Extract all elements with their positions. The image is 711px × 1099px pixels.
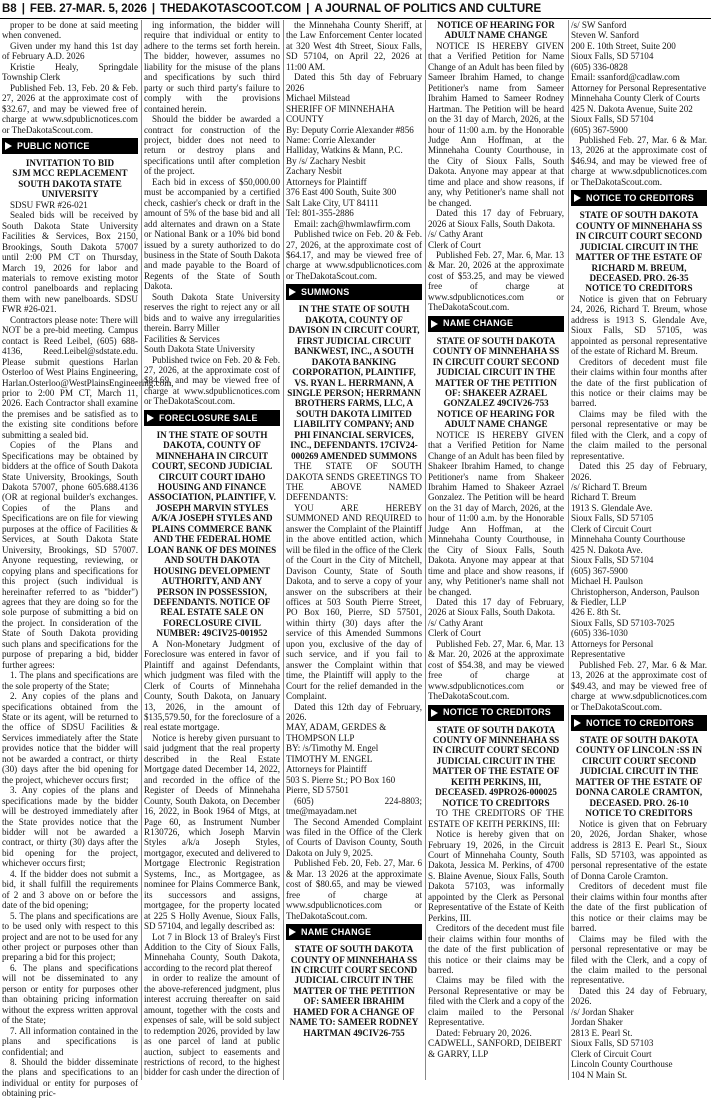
notice-heading: INVITATION TO BID [25, 157, 115, 168]
section-banner [571, 715, 707, 731]
section-banner-label: PUBLIC NOTICE [17, 140, 90, 151]
notice-line: Tel: 801-355-2886 [286, 208, 354, 219]
notice-paragraph: 2. Any copies of the plans and specifications obtained from the State or its agent, will be returned to the office of SDSU Facilities & Services immediately after the State provides notice that the bidder will not be awarded a contract, or thirty (30) days after the bid opening for the project, whichever occurs first; [2, 691, 138, 785]
notice-paragraph: 8. Should the bidder disseminate the plans and specifications to an individual or entity for purposes of obtaining pric- [2, 1056, 138, 1099]
arrow-right-icon [428, 316, 440, 332]
notice-paragraph: Claims may be filed with the personal representative or may be filed with the Clerk, and a copy of the claim mailed to the personal representative. [571, 933, 707, 986]
notice-paragraph: (605) 224-8803; tme@mayadam.net [286, 795, 422, 817]
notice-line: Attorneys for Plaintiff [286, 764, 367, 775]
notice-line: Michael H. Paulson [571, 576, 643, 587]
column-5 [571, 20, 707, 1080]
arrow-right-icon [428, 705, 440, 721]
notice-paragraph: 4. If the bidder does not submit a bid, it shall fulfill the requirements of 2 and 3 above on or before the date of the bid opening; [2, 868, 138, 911]
section-banner [428, 705, 564, 721]
notice-line: 104 N Main St. [571, 1069, 628, 1080]
column-3 [286, 20, 422, 1080]
notice-heading: STATE OF SOUTH DAKOTA COUNTY OF MINNEHAHA SS IN CIRCUIT COURT SECOND JUDICIAL CIRCUIT IN THE MATTER OF THE ESTATE OF RICHARD M. BREUM, DECEASED. PRO. 26-35 NOTICE TO CREDITORS [575, 210, 703, 294]
notices-columns [0, 20, 711, 1099]
notice-paragraph: Should the bidder be awarded a contract for construction of the project, bidder does not need to return or destroy plans and specifications until after completion of the project. [144, 114, 280, 177]
notice-line: 1913 S. Glendale Ave. [571, 502, 653, 513]
notice-paragraph: Dated this 17 day of February, 2026 at Sioux Falls, South Dakota. [428, 208, 564, 229]
notice-paragraph: Published twice on Feb. 20 & Feb. 27, 2026, at the approximate cost of $84.69, and may be viewed free of charge at www.sdpublicnotices.com or TheDakotaScout.com. [144, 354, 280, 407]
section-banner-label: NAME CHANGE [443, 318, 514, 329]
notice-line: (605) 336-0828 [571, 61, 628, 72]
section-banner [144, 410, 280, 426]
notice-paragraph: Each bid in excess of $50,000.00 must be accompanied by a certified check, cashier's check or draft in the amount of 5% of the base bid and all add alternates and drawn on a State or National Bank or a 10% bid bond issued by a surety authorized to do business in the State of South Dakota and made payable to the Board of Regents of the State of South Dakota. [144, 176, 280, 292]
notice-paragraph: Creditors of decedent must file their claims within four months after the date of the first publication of this notice or their claims may be barred. [571, 356, 707, 409]
arrow-right-icon [286, 284, 298, 300]
notice-line: Facilities & Services [144, 333, 220, 344]
notice-paragraph: Published Feb. 20, Feb. 27, Mar. 6 & Mar. 13 2026 at the approximate cost of $80.65, and may be viewed free of charge at www.sdpublicnotices.com or TheDakotaScout.com. [286, 858, 422, 921]
notice-line: (605) 336-1030 [571, 628, 628, 639]
section-banner [286, 924, 422, 940]
notice-line: (605) 367-5900 [571, 124, 628, 135]
notice-line: 2813 E. Pearl St. [571, 1027, 633, 1038]
notice-line: 425 N. Dakota Ave. [571, 544, 643, 555]
notice-line: 200 E. 10th Street, Suite 200 [571, 40, 676, 51]
notice-line: /s/ Richard T. Breum [571, 482, 647, 493]
column-4 [428, 20, 564, 1080]
notice-paragraph: Notice is given that on February 20, 2026, Jordan Shaker, whose address is 2813 E. Pearl St., Sioux Falls, SD 57103, was appointed as personal representative of the estate of Donna Carole Cramton. [571, 818, 707, 881]
notice-paragraph: ing information, the bidder will require that individual or entity to adhere to the terms set forth herein. The bidder, however, assumes no liability for the misuse of the plans and specifications by such third party or such third party's failure to comply with the provisions contained herein. [144, 20, 280, 114]
notice-line: Steven W. Sanford [571, 30, 639, 41]
notice-paragraph: NOTICE IS HEREBY GIVEN that a Verified Petition for Name Change of an Adult has been filed by Sameer Ibrahim Hamed, to change Petitioner's name from Sameer Ibrahim Hamed to Sameer Rodney Hartman. The Petition will be heard on the 31 day of March, 2026, at the hour of 11:00 a.m. by the Honorable Judge Ann Hoffman, at the Minnehaha County Courthouse, in the City of Sioux Falls, South Dakota. Anyone may appear at that time and place and show reasons, if any, why Petitioner's name shall not be changed. [428, 40, 564, 208]
notice-paragraph: Dated this 12th day of February, 2026. [286, 701, 422, 722]
header-separator: | [21, 3, 25, 15]
notice-paragraph: Dated: February 20, 2026. [436, 1027, 532, 1038]
notice-line: BY: /s/Timothy M. Engel [286, 743, 379, 754]
notice-line: Sioux Falls, SD 57105 [571, 513, 654, 524]
header-separator: | [151, 3, 156, 15]
arrow-right-icon [571, 190, 583, 206]
notice-line: Attorneys for Plaintiff [286, 176, 367, 187]
notice-line: Sioux Falls, SD 57103-7025 [571, 617, 675, 628]
notice-line: 376 East 400 South, Suite 300 [286, 187, 397, 198]
notice-line: (605) 367-5900 [571, 565, 628, 576]
notice-paragraph: Creditors of the decedent must file their claims within four months of the date of the first publication of this notice or their claims may be barred. [428, 923, 564, 975]
notice-paragraph: Lot 7 in Block 13 of Braley's First Addition to the City of Sioux Falls, Minnehaha County, South Dakota, according to the record plat thereof [144, 931, 280, 973]
notice-line: Pierre, SD 57501 [286, 785, 349, 796]
notice-paragraph: YOU ARE HEREBY SUMMONED AND REQUIRED to answer the Complaint of the Plaintiff in the above entitled action, which will be filed in the office of the Clerk of the Court in the City of Mitchell, Davison County, State of South Dakota, and to serve a copy of your answer on the subscribers at their offices at 503 South Pierre Street, PO Box 160, Pierre, SD 57501, within thirty (30) days after the service of this Amended Summons upon you, exclusive of the day of such service, and if you fail to answer the Complaint within that time, the Plaintiff will apply to the Court for the relief demanded in the Complaint. [286, 502, 422, 702]
notice-paragraph: 5. The plans and specifications are to be used only with respect to this project and are not to be used for any other project or purposes other than preparing a bid for this project; [2, 910, 138, 963]
notice-paragraph: Claims may be filed with the Personal Representative or may be filed with the Clerk and a copy of the claim mailed to the Personal Representative. [428, 975, 564, 1028]
notice-paragraph: SDSU FWR #26-021 [10, 199, 88, 210]
notice-line: Minnehaha County Clerk of Courts [571, 93, 700, 104]
notice-paragraph: 6. The plans and specifications will not be disseminated to any person or entity for purposes other than obtaining pricing information without the express written approval of the State; [2, 962, 138, 1026]
notice-paragraph: Notice is given that on February 24, 2026, Richard T. Breum, whose address is 1913 S. Glendale Ave, Sioux Falls, SD 57105, was appointed as personal representative of the estate of Richard M. Breum. [571, 293, 707, 357]
notice-line: Clerk of Court [428, 239, 482, 250]
notice-line: Richard T. Breum [571, 492, 637, 503]
notice-line: SHERIFF OF MINNEHAHA COUNTY [286, 103, 395, 125]
notice-paragraph: A Non-Monetary Judgment of Foreclosure was entered in favor of Plaintiff and against Defendants, which judgment was filed with the Clerk of Courts of Minnehaha County, South Dakota, on January 13, 2026, in the amount of $135,579.50, for the foreclosure of a real estate mortgage. [144, 638, 280, 733]
section-banner [2, 138, 138, 154]
notice-paragraph: Published Feb. 27, Mar. 6 & Mar. 13, 2026 at the approximate cost of $49.43, and may be viewed free of charge at www.sdpublicnotices.com or TheDakotaScout.com. [571, 659, 707, 712]
notice-paragraph: Published Feb. 13, Feb. 20 & Feb. 27, 2026 at the approximate cost of $32.67, and may be viewed free of charge at www.sdpublicnotices.com or TheDakotaScout.com. [2, 82, 138, 135]
notice-paragraph: Creditors of decedent must file their claims within four months after the date of the first publication of this notice or their claims may be barred. [571, 881, 707, 934]
notice-line: Attorney for Personal Representative [571, 82, 707, 93]
notice-paragraph: Dated this 25 day of February, 2026. [571, 461, 707, 482]
notice-paragraph: Claims may be filed with the personal representative or may be filed with the Clerk, and a copy of the claim mailed to the personal representative. [571, 408, 707, 461]
notice-line: Clerk of Circuit Court [571, 1048, 652, 1059]
notice-line: /s/ SW Sanford [571, 20, 627, 30]
notice-paragraph: Copies of the Plans and Specifications may be obtained by bidders at the office of South Dakota State University, Brookings, South Dakota 57007, phone 605.688.4136 (OR at regional builder's exchanges. Copies of the Plans and Specifications are on file for viewing purposes at the office of Facilities & Services, at South Dakota State University, Brookings, SD 57007. Anyone requesting, reviewing, or copying plans and specifications for this project (such individual is hereinafter referred to as "bidder") agrees that they are doing so for the sole purpose of submitting a bid on the project. In consideration of the State of South Dakota providing such plans and specifications for the purpose of preparing a bid, bidder further agrees: [2, 440, 138, 670]
notice-line: Sioux Falls, SD 57103 [571, 1038, 654, 1049]
section-banner-label: FORECLOSURE SALE [159, 412, 258, 423]
notice-line: 425 N. Dakota Avenue, Suite 202 [571, 103, 693, 114]
arrow-right-icon [571, 715, 583, 731]
notice-paragraph: 1. The plans and specifications are the sole property of the State; [2, 670, 138, 691]
notice-line: Lincoln County Courthouse [571, 1059, 673, 1070]
notice-paragraph: Published twice on Feb. 20 & Feb. 27, 2026, at the approximate cost of $64.17, and may be viewed free of charge at www.sdpublicnotices.com or TheDakotaScout.com. [286, 229, 422, 281]
notice-paragraph: Kristie Healy, Springdale Township Clerk [2, 61, 138, 83]
notice-line: Email: ssanford@cadlaw.com [571, 72, 680, 83]
notice-line: Attorneys for Personal Representative [571, 638, 654, 660]
page-header [0, 0, 711, 19]
section-banner-label: NOTICE TO CREDITORS [586, 193, 694, 204]
notice-line: Christopherson, Anderson, Paulson & Fiedler, LLP [571, 586, 700, 608]
notice-paragraph: Dated this 24 day of February, 2026. [571, 985, 707, 1007]
notice-paragraph: in order to realize the amount of the above-referenced judgment, plus interest accruing thereafter on said amount, together with the costs and expenses of sale, will be sold subject to redemption 2026, provided by law as one parcel of land at public auction, subject to easements and restrictions of record, to the highest bidder for cash under the direction of [144, 973, 280, 1078]
notice-line: Halliday, Watkins & Mann, P.C. [286, 145, 403, 156]
section-banner [286, 284, 422, 300]
notice-heading: IN THE STATE OF SOUTH DAKOTA, COUNTY OF MINNEHAHA IN CIRCUIT COURT, SECOND JUDICIAL CIRCUIT COURT IDAHO HOUSING AND FINANCE ASSOCIATION, PLAINTIFF, V. JOSEPH MARVIN STYLES A/K/A JOSEPH STYLES AND PLAINS COMMERCE BANK AND THE FEDERAL HOME LOAN BANK OF DES MOINES AND SOUTH DAKOTA HOUSING DEVELOPMENT AUTHORITY, AND ANY PERSON IN POSSESSION, DEFENDANTS. NOTICE OF REAL ESTATE SALE ON FORECLOSURE CIVIL NUMBER: 49CIV25-001952 [147, 429, 277, 639]
notice-paragraph: TO THE CREDITORS OF THE ESTATE OF KEITH PERKINS, III: [428, 808, 564, 829]
section-banner-label: NAME CHANGE [301, 926, 372, 937]
tagline: A JOURNAL OF POLITICS AND CULTURE [314, 3, 542, 15]
notice-heading: IN THE STATE OF SOUTH DAKOTA, COUNTY OF DAVISON IN CIRCUIT COURT, FIRST JUDICIAL CIRCUIT BANKWEST, INC., A SOUTH DAKOTA BANKING CORPORATION, PLAINTIFF, VS. RYAN L. HERRMANN, A SINGLE PERSON; HERRMANN BROTHERS FARMS, LLC, A SOUTH DAKOTA LIMITED LIABILITY COMPANY; AND PHI FINANCIAL SERVICES, INC., DEFENDANTS. 17CIV24-000269 AMENDED SUMMONS [287, 304, 421, 461]
notice-paragraph: Notice is hereby given pursuant to said judgment that the real property described in the Real Estate Mortgage dated December 14, 2022, and recorded in the office of the Register of Deeds of Minnehaha County, South Dakota, on December 16, 2022, in Book 1964 of Mtgs, at Page 60, as Instrument Number R130726, which Joseph Marvin Styles a/k/a Joseph Styles, mortgagor, executed and delivered to Mortgage Electronic Registration Systems, Inc., as Mortgagee, as nominee for Plains Commerce Bank, its successors and assigns, mortgagee, for the property located at 225 S Holly Avenue, Sioux Falls, SD 57104, and legally described as: [144, 732, 280, 932]
notice-line: By /s/ Zachary Nesbit [286, 155, 366, 166]
issue-date: FEB. 27-MAR. 5, 2026 [29, 3, 147, 15]
arrow-right-icon [2, 138, 14, 154]
notice-line: Jordan Shaker [571, 1017, 623, 1028]
notice-line: /s/ Jordan Shaker [571, 1006, 634, 1017]
notice-paragraph: the Minnehaha County Sheriff, at the Law Enforcement Center located at 320 West 4th Street, Sioux Falls, SD 57104, on April 22, 2026 at 11:00 AM. [286, 20, 422, 72]
notice-line: Salt Lake City, UT 84111 [286, 197, 379, 208]
notice-paragraph: 3. Any copies of the plans and specifications made by the bidder will be destroyed immediately after the State provides notice that the bidder will not be awarded a contract, or thirty (30) days after the bid opening for the project, whichever occurs first; [2, 785, 138, 869]
arrow-right-icon [286, 924, 298, 940]
notice-line: By: Deputy Corrie Alexander #856 [286, 124, 414, 135]
notice-heading: STATE OF SOUTH DAKOTA COUNTY OF LINCOLN :SS IN CIRCUIT COURT SECOND JUDICIAL CIRCUIT IN THE MATTER OF THE ESTATE OF DONNA CAROLE CRAMTON, DECEASED. PRO. 26-10 NOTICE TO CREDITORS [575, 735, 703, 819]
notice-heading: SJM MCC REPLACEMENT SOUTH DAKOTA STATE UNIVERSITY [12, 168, 128, 200]
notice-heading: STATE OF SOUTH DAKOTA COUNTY OF MINNEHAHA SS IN CIRCUIT COURT SECOND JUDICIAL CIRCUIT IN THE MATTER OF THE PETITION OF: SAMEER IBRAHIM HAMED FOR A CHANGE OF NAME TO: SAMEER RODNEY HARTMAN 49CIV26-755 [289, 944, 419, 1038]
arrow-right-icon [144, 410, 156, 426]
notice-line: 426 E. 8th St. [571, 607, 621, 618]
notice-paragraph: proper to be done at said meeting when convened. [2, 20, 138, 41]
notice-paragraph: Dated this 5th day of February 2026 [286, 72, 422, 93]
notice-line: Clerk of Court [428, 628, 482, 639]
notice-paragraph: Notice is hereby given that on February 19, 2026, in the Circuit Court of Minnehaha County, South Dakota, Jessica M. Perkins, of 4700 S. Blaine Avenue, Sioux Falls, South Dakota 57103, was informally appointed by the Clerk as Personal Representative of the Estate of Keith Perkins, III. [428, 829, 564, 923]
notice-line: Minnehaha County Courthouse [571, 534, 686, 545]
notice-paragraph: Dated this 17 day of February, 2026 at Sioux Falls, South Dakota. [428, 597, 564, 618]
header-separator: | [306, 3, 310, 15]
section-banner-label: SUMMONS [301, 287, 350, 298]
notice-paragraph: South Dakota State University reserves the right to reject any or all bids and to waive any irregularities therein. Barry Miller [144, 291, 280, 334]
notice-line: Zachary Nesbit [286, 166, 342, 177]
notice-paragraph: Contractors please note: There will NOT be a pre-bid meeting. Campus contact is Reed Leibel, (605) 688-4136, Reed.Leibel@sdstate.edu. Please submit questions Harlan Osterloo of West Plains Engineering, Harlan.Osterloo@WestPlainsEngineering.com, prior to 2:00 PM CT, March 11, 2026. Each Contractor shall examine the premises and be satisfied as to the existing site conditions before submitting a sealed bid. [2, 314, 174, 440]
notice-paragraph: THE STATE OF SOUTH DAKOTA SENDS GREETINGS TO THE ABOVE NAMED DEFENDANTS: [286, 461, 422, 503]
notice-heading: STATE OF SOUTH DAKOTA COUNTY OF MINNEHAHA SS IN CIRCUIT COURT SECOND JUDICIAL CIRCUIT IN THE MATTER OF THE ESTATE OF KEITH PERKINS, III, DECEASED. 49PRO26-000025 NOTICE TO CREDITORS [432, 724, 560, 808]
page-number: B8 [2, 3, 17, 15]
notice-line: 503 S. Pierre St.; PO Box 160 [286, 774, 396, 785]
column-1 [2, 20, 174, 1099]
notice-line: /s/ Cathy Arant [428, 617, 484, 628]
notice-paragraph: Published Feb. 27, Mar. 6, Mar. 13 & Mar. 20, 2026 at the approximate cost of $53.25, and may be viewed free of charge at www.sdpublicnotices.com or TheDakotaScout.com. [428, 249, 564, 313]
notice-line: CADWELL, SANFORD, DEIBERT & GARRY, LLP [428, 1038, 562, 1059]
section-banner [428, 316, 564, 332]
notice-paragraph: 7. All information contained in the plans and specifications is confidential; and [2, 1025, 138, 1057]
site-name: THEDAKOTASCOOT.COM [160, 3, 302, 15]
section-banner-label: NOTICE TO CREDITORS [586, 717, 694, 728]
notice-line: Sioux Falls, SD 57104 [571, 555, 654, 566]
notice-paragraph: Published Feb. 27, Mar. 6, Mar. 13 & Mar. 20, 2026 at the approximate cost of $54.38, and may be viewed free of charge at www.sdpublicnotices.com or TheDakotaScout.com. [428, 638, 564, 702]
section-banner-label: NOTICE TO CREDITORS [443, 707, 551, 718]
notice-paragraph: Email: zach@hwmlawfirm.com [294, 218, 411, 229]
column-2 [144, 20, 280, 1080]
notice-line: MAY, ADAM, GERDES & THOMPSON LLP [286, 722, 387, 743]
notice-heading: NOTICE OF HEARING FOR ADULT NAME CHANGE [437, 20, 555, 41]
section-banner [571, 190, 707, 206]
notice-paragraph: Given under my hand this 1st day of February A.D. 2026 [2, 40, 138, 62]
notice-paragraph: Published Feb. 27, Mar. 6 & Mar. 13, 2026 at the approximate cost of $46.94, and may be viewed free of charge at www.sdpublicnotices.com or TheDakotaScout.com. [571, 134, 707, 187]
notice-line: Sioux Falls, SD 57104 [571, 114, 654, 125]
notice-heading: STATE OF SOUTH DAKOTA COUNTY OF MINNEHAHA SS IN CIRCUIT COURT SECOND JUDICIAL CIRCUIT IN THE MATTER OF THE PETITION OF: SHAKEER AZRAEL GONZALEZ 49CIV26-753 NOTICE OF HEARING FOR ADULT NAME CHANGE [432, 335, 560, 430]
notice-line: Michael Milstead [286, 93, 350, 104]
notice-line: Name: Corrie Alexander [286, 134, 376, 145]
notice-line: /s/ Cathy Arant [428, 229, 484, 240]
notice-line: Sioux Falls, SD 57104 [571, 51, 654, 62]
notice-line: TIMOTHY M. ENGEL [286, 753, 373, 764]
notice-paragraph: Sealed bids will be received by South Dakota State University Facilities & Services, Box 2150, Brookings, South Dakota 57007 until 2:00 PM CT on Thursday, March 19, 2026 for labor and materials to remove existing motor control panelboards and replacing them with new panelboards. SDSU FWR #26-021. [2, 210, 138, 315]
notice-line: Clerk of Circuit Court [571, 523, 652, 534]
notice-line: South Dakota State University [144, 344, 255, 355]
notice-paragraph: NOTICE IS HEREBY GIVEN that a Verified Petition for Name Change of an Adult has been filed by Shakeer Ibrahim Hamed, to change Petitioner's name from Shakeer Ibrahim Hamed to Shakeer Azrael Gonzalez. The Petition will be heard on the 31 day of March, 2026, at the hour of 11:00 a.m. by the Honorable Judge Ann Hoffman, at the Minnehaha County Courthouse, in the City of Sioux Falls, South Dakota. Anyone may appear at that time and place and show reasons, if any, why Petitioner's name shall not be changed. [428, 429, 564, 597]
notice-paragraph: The Second Amended Complaint was filed in the Office of the Clerk of Courts of Davison County, South Dakota on July 9, 2025. [286, 816, 422, 858]
